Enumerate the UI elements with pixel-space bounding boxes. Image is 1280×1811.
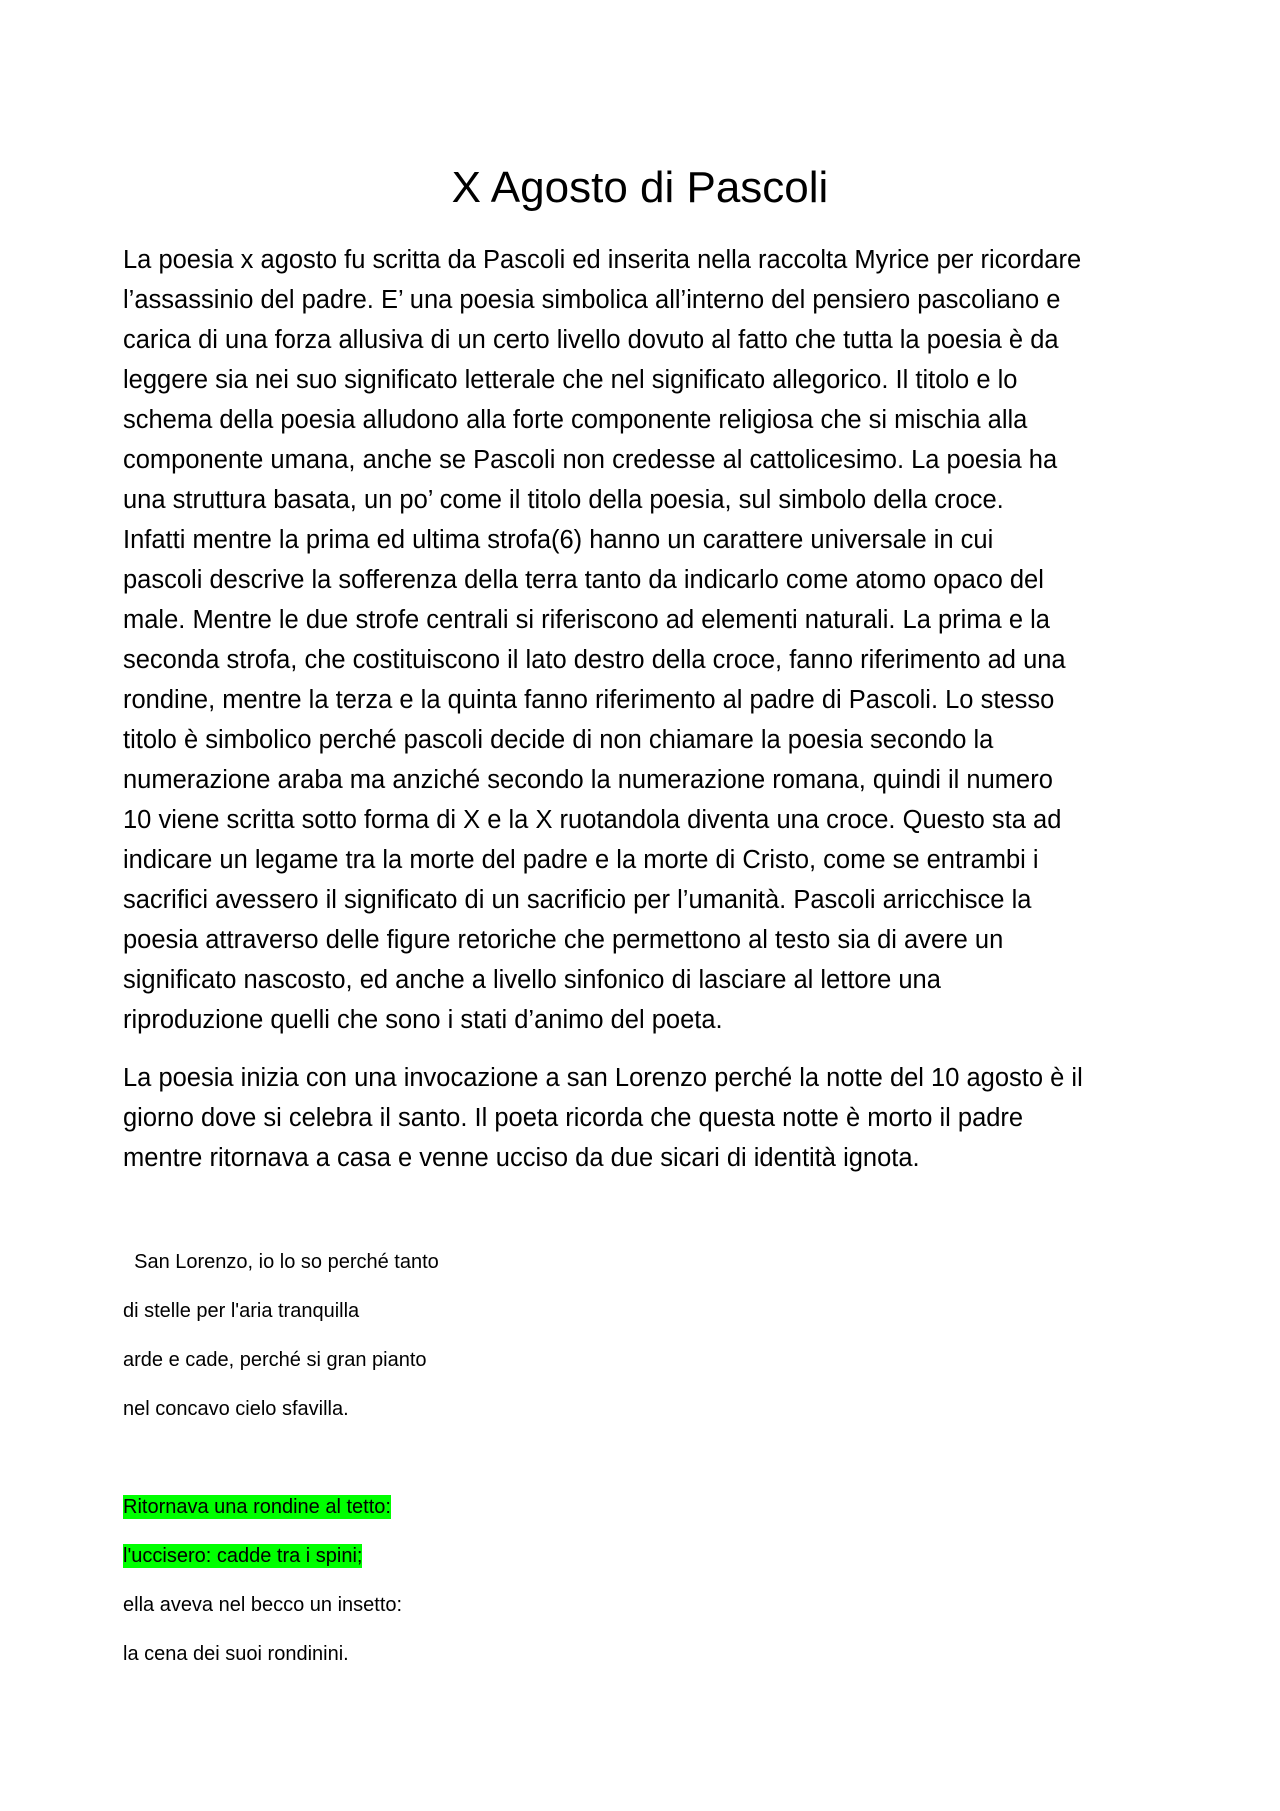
poem-verse-text: San Lorenzo, io lo so perché tanto [123,1251,439,1273]
poem-verse-text: ella aveva nel becco un insetto: [123,1594,403,1616]
poem-verse [123,1250,723,1299]
poem-verse-text: di stelle per l'aria tranquilla [123,1300,360,1322]
highlighted-verse-text: Ritornava una rondine al tetto: [123,1496,391,1518]
poem-verse-text: arde e cade, perché si gran pianto [123,1349,427,1371]
paragraph-invocation: La poesia inizia con una invocazione a san Lorenzo perché la notte del 10 agosto è il giorno dove si celebra il santo. Il poeta ricorda che questa notte è morto il padre mentre ritornava a casa e venne ucciso da due sicari di identità ignota. [123,1064,1083,1172]
poem-stanza-2 [123,1495,723,1691]
poem-verse [123,1593,723,1642]
document-title: X Agosto di Pascoli [451,163,829,212]
highlighted-verse-text: l'uccisero: cadde tra i spini; [123,1545,363,1567]
paragraph-intro: La poesia x agosto fu scritta da Pascoli ed inserita nella raccolta Myrice per ricordare l’assassinio del padre. E’ una poesia simbolica all’interno del pensiero pascoliano e carica di una forza allusiva di un certo livello dovuto al fatto che tutta la poesia è da leggere sia nei suo significato letterale che nel significato allegorico. Il titolo e lo schema della poesia alludono alla forte componente religiosa che si mischia alla componente umana, anche se Pascoli non credesse al cattolicesimo. La poesia ha una struttura basata, un po’ come il titolo della poesia, sul simbolo della croce. Infatti mentre la prima ed ultima strofa(6) hanno un carattere universale in cui pascoli descrive la sofferenza della terra tanto da indicarlo come atomo opaco del male. Mentre le due strofe centrali si riferiscono ad elementi naturali. La prima e la seconda strofa, che costituiscono il lato destro della croce, fanno riferimento ad una rondine, mentre la terza e la quinta fanno riferimento al padre di Pascoli. Lo stesso titolo è simbolico perché pascoli decide di non chiamare la poesia secondo la numerazione araba ma anziché secondo la numerazione romana, quindi il numero 10 viene scritta sotto forma di X e la X ruotandola diventa una croce. Questo sta ad indicare un legame tra la morte del padre e la morte di Cristo, come se entrambi i sacrifici avessero il significato di un sacrificio per l’umanità. Pascoli arricchisce la poesia attraverso delle figure retoriche che permettono al testo sia di avere un significato nascosto, ed anche a livello sinfonico di lasciare al lettore una riproduzione quelli che sono i stati d’animo del poeta. [123,246,1082,1034]
poem-verse [123,1397,723,1446]
poem-verse [123,1299,723,1348]
poem-verse-highlighted [123,1495,723,1544]
poem-verse-highlighted [123,1544,723,1593]
poem-verse-text: la cena dei suoi rondinini. [123,1643,349,1665]
poem-verse-text: nel concavo cielo sfavilla. [123,1398,349,1420]
poem-stanza-1 [123,1250,723,1446]
poem-verse [123,1642,723,1691]
poem-verse [123,1348,723,1397]
